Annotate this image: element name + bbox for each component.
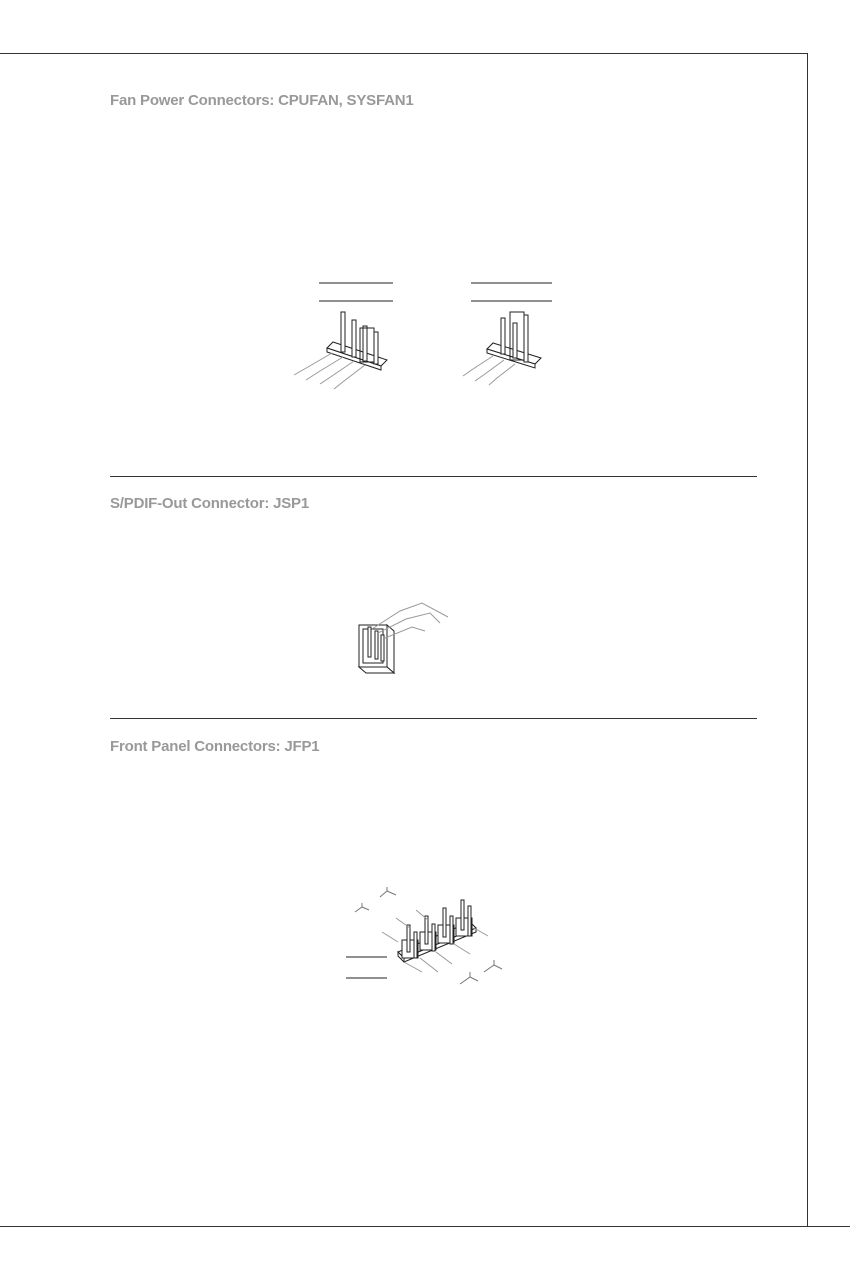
page-frame-top (0, 53, 807, 54)
sysfan-connector-diagram (455, 270, 565, 400)
spdif-connector-diagram (350, 595, 460, 680)
front-panel-connector-diagram (340, 880, 510, 990)
page-frame-bottom (0, 1226, 850, 1227)
section-heading-front-panel: Front Panel Connectors: JFP1 (110, 738, 320, 755)
section-divider (110, 718, 757, 719)
section-heading-spdif-out: S/PDIF-Out Connector: JSP1 (110, 495, 309, 512)
section-heading-fan-power: Fan Power Connectors: CPUFAN, SYSFAN1 (110, 92, 414, 109)
section-divider (110, 476, 757, 477)
cpufan-connector-diagram (280, 270, 410, 405)
page-frame-right (807, 53, 808, 1226)
